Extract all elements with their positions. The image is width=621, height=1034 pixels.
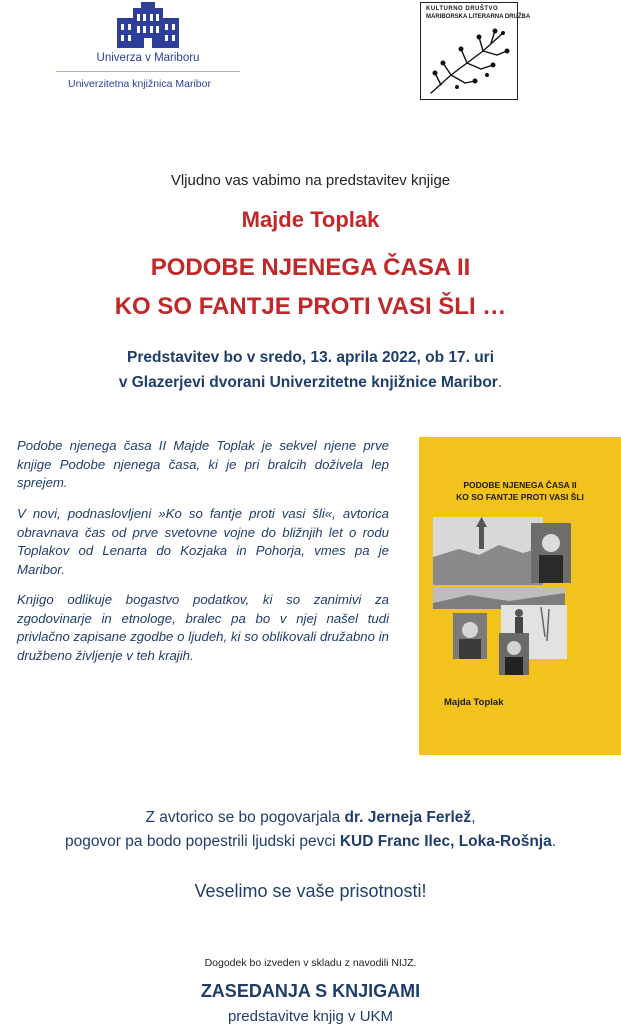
- singers-group-name: KUD Franc Ilec, Loka-Rošnja: [339, 833, 552, 850]
- singers-period: .: [551, 833, 557, 850]
- singers-line: [0, 833, 621, 851]
- logo-divider: [56, 71, 240, 72]
- book-cover-author: Majda Toplak: [444, 697, 504, 708]
- author-name: Majde Toplak: [241, 207, 380, 232]
- description-paragraph-2: V novi, podnaslovljeni »Ko so fantje proti vasi šli«, avtorica obravnava čas od prve svetovne vojne do bližnjih let o rodu Toplakov od Lenarta do Kozjaka in Pohorja, vmes pa je Maribor.: [17, 506, 389, 577]
- nijz-note: Dogodek bo izveden v skladu z navodili NIJZ.: [204, 957, 417, 969]
- library-name: Univerzitetna knjižnica Maribor: [68, 78, 211, 90]
- book-cover-title-line2: KO SO FANTJE PROTI VASI ŠLI: [456, 492, 584, 502]
- singers-intro: pogovor pa bodo popestrili ljudski pevci: [64, 833, 340, 850]
- book-title-line1: PODOBE NJENEGA ČASA II: [150, 254, 471, 281]
- invitation-text: Vljudno vas vabimo na predstavitev knjige: [170, 172, 451, 189]
- book-cover-title-line1: PODOBE NJENEGA ČASA II: [463, 480, 577, 490]
- book-title-line2: KO SO FANTJE PROTI VASI ŠLI …: [114, 293, 507, 320]
- event-location-period: .: [497, 374, 503, 391]
- moderator-line: [0, 809, 621, 827]
- description-paragraph-3: Knjigo odlikuje bogastvo podatkov, ki so zanimivi za zgodovinarje in etnologe, bralec pa bo v njej našel tudi privlačno zapisane zgodbe o ljudeh, ki so oblikovali družabno in družbeno življenje v teh krajih.: [17, 592, 389, 663]
- moderator-intro: Z avtorico se bo pogovarjala: [145, 809, 345, 826]
- welcome-text: Veselimo se vaše prisotnosti!: [194, 881, 427, 901]
- series-title: ZASEDANJA S KNJIGAMI: [200, 981, 421, 1001]
- series-subtitle: predstavitve knjig v UKM: [227, 1008, 394, 1025]
- event-date-time: Predstavitev bo v sredo, 13. aprila 2022, ob 17. uri: [127, 349, 494, 366]
- event-location-text: v Glazerjevi dvorani Univerzitetne knjižnice Maribor: [118, 374, 498, 391]
- university-name: Univerza v Mariboru: [96, 52, 200, 64]
- book-cover-photos: [419, 437, 621, 697]
- literary-society-logo: [420, 2, 531, 100]
- university-library-logo: [56, 2, 240, 94]
- event-location: [0, 374, 621, 392]
- description-paragraph-1: Podobe njenega časa II Majde Toplak je sekvel njene prve knjige Podobe njenega časa, ki je pri bralcih doživela lep sprejem.: [17, 438, 389, 490]
- book-cover-image: [419, 437, 621, 755]
- moderator-name: dr. Jerneja Ferlež: [344, 809, 472, 826]
- society-logo-line1: KULTURNO DRUŠTVO: [426, 6, 499, 12]
- branch-drawing-icon: [421, 23, 517, 99]
- university-building-icon: [97, 2, 199, 50]
- moderator-comma: ,: [471, 809, 476, 826]
- society-logo-line2: MARIBORSKA LITERARNA DRUŽBA: [426, 14, 531, 20]
